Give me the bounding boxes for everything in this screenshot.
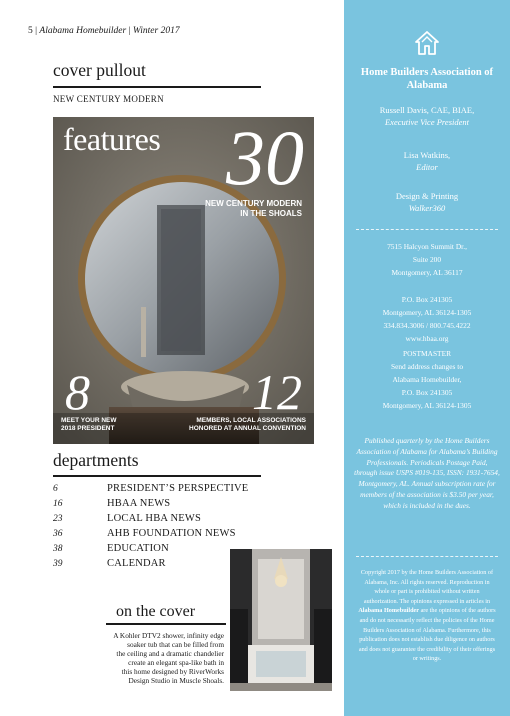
departments-heading: departments (53, 450, 139, 470)
bathroom-photo[interactable] (230, 549, 332, 691)
cover-right-number: 12 (252, 364, 302, 420)
sidebar-divider (356, 229, 498, 230)
page-ref: 36 (53, 529, 63, 539)
page-ref: 16 (53, 499, 63, 509)
publication-statement: Published quarterly by the Home Builders Association of Alabama for Alabama’s Building Professionals. Periodicals Postage Paid, through issue USPS #019-135, ISSN: 1931-7654, Montgomery, AL. Annual subscription rate for members of the association is $3.50 per year, which is included in the dues. (354, 436, 500, 510)
list-item[interactable] (53, 528, 293, 543)
cover-feature-caption: NEW CENTURY MODERN IN THE SHOALS (205, 199, 302, 218)
list-item[interactable] (53, 498, 293, 513)
design-label: Design & Printing (395, 191, 459, 201)
bathroom-photo-illustration (230, 549, 332, 691)
mailing-contact: P.O. Box 241305 Montgomery, AL 36124-1305 334.834.3006 / 800.745.4222 www.hbaa.org (344, 293, 510, 345)
editor-title: Editor (416, 162, 438, 172)
publication-name: Alabama Homebuilder (39, 26, 127, 36)
section-rule (53, 475, 261, 477)
department-label: CALENDAR (107, 558, 166, 569)
page-number: 5 (28, 26, 33, 36)
house-logo-icon (414, 30, 440, 56)
evp-name: Russell Davis, CAE, BIAE, (379, 105, 475, 115)
header-divider: | (128, 26, 133, 36)
list-item[interactable] (53, 483, 293, 498)
postmaster-block: POSTMASTER Send address changes to Alabama Homebuilder, P.O. Box 241305 Montgomery, AL 36124-1305 (382, 349, 472, 410)
design-company: Walker360 (408, 203, 446, 213)
organization-name: Home Builders Association of Alabama (360, 67, 494, 91)
department-label: LOCAL HBA NEWS (107, 513, 201, 524)
cover-left-caption: MEET YOUR NEW 2018 PRESIDENT (61, 417, 117, 432)
page-ref: 23 (53, 514, 63, 524)
on-the-cover-heading: on the cover (116, 603, 196, 620)
editor-name: Lisa Watkins, (403, 150, 451, 160)
copyright-notice: Copyright 2017 by the Home Builders Association of Alabama, Inc. All rights reserved. Reproduction in whole or part is prohibited without written authorization. The opinions expressed in articles in Alabama Homebuilder are the opinions of the authors and do not necessarily reflect the policies of the Home Builders Association of Alabama. Furthermore, this publication does not establish due diligence on authors and does not guarantee the credibility of their offerings or writings. (358, 569, 496, 663)
cover-right-caption: MEMBERS, LOCAL ASSOCIATIONS HONORED AT ANNUAL CONVENTION (189, 417, 306, 432)
section-rule (106, 623, 226, 625)
page-ref: 38 (53, 544, 63, 554)
cover-pullout-heading: cover pullout (53, 60, 146, 80)
issue-label: Winter 2017 (132, 26, 180, 36)
department-label: AHB FOUNDATION NEWS (107, 528, 236, 539)
cover-feature-number: 30 (226, 117, 304, 201)
department-label: PRESIDENT’S PERSPECTIVE (107, 483, 249, 494)
page-header (28, 26, 180, 36)
cover-features-label: features (63, 121, 161, 157)
list-item[interactable] (53, 513, 293, 528)
website-link[interactable]: www.hbaa.org (405, 334, 449, 343)
section-rule (53, 86, 261, 88)
cover-left-number: 8 (65, 364, 90, 420)
page-ref: 6 (53, 484, 58, 494)
evp-title: Executive Vice President (384, 117, 469, 127)
page-ref: 39 (53, 559, 63, 569)
department-label: EDUCATION (107, 543, 169, 554)
masthead-sidebar (344, 0, 510, 716)
phone-numbers: 334.834.3006 / 800.745.4222 (383, 321, 471, 330)
cover-pullout-subtitle: NEW CENTURY MODERN (53, 94, 164, 104)
street-address: 7515 Halcyon Summit Dr., Suite 200 Montgomery, AL 36117 (387, 242, 467, 277)
cover-image[interactable] (53, 117, 314, 444)
on-the-cover-text: A Kohler DTV2 shower, infinity edge soaker tub that can be filled from the ceiling and a dramatic chandelier create an elegant spa-like bath in this home designed by RiverWorks Design Studio in Muscle Shoals. (113, 631, 224, 686)
header-divider: | (35, 26, 40, 36)
department-label: HBAA NEWS (107, 498, 171, 509)
sidebar-divider (356, 556, 498, 557)
